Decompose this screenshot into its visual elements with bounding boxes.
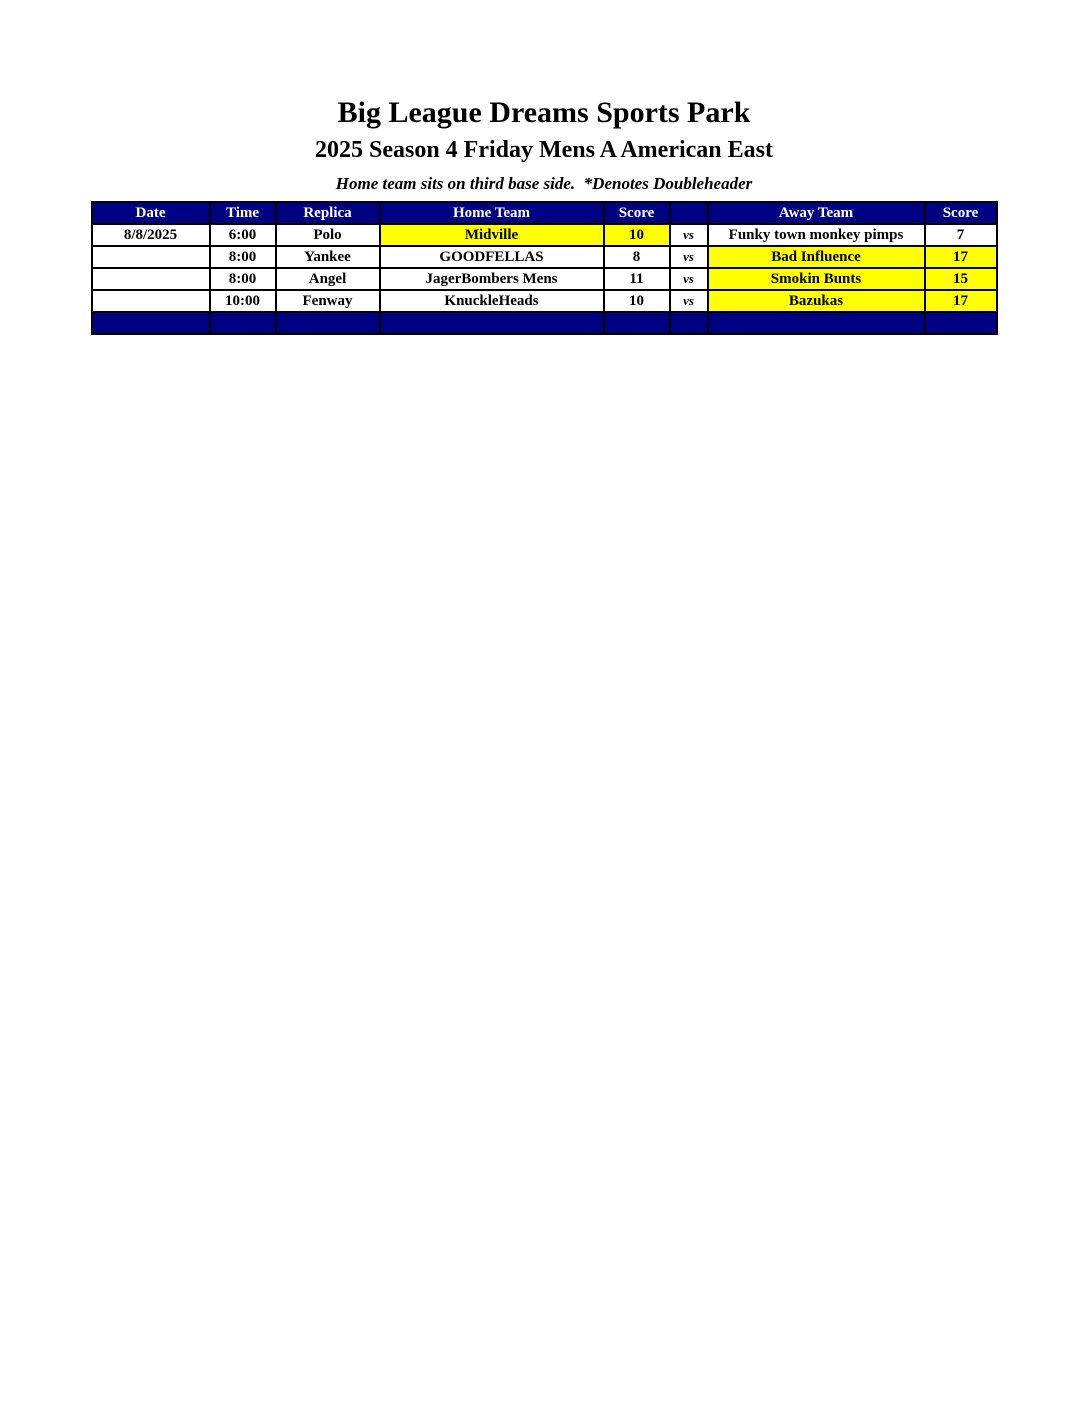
away-team-cell: Bazukas bbox=[708, 290, 925, 312]
schedule-body bbox=[92, 224, 997, 312]
date-cell: 8/8/2025 bbox=[92, 224, 210, 246]
schedule-row bbox=[92, 268, 997, 290]
home-team-cell: JagerBombers Mens bbox=[380, 268, 604, 290]
spacer-cell bbox=[604, 312, 670, 334]
away-score-cell: 15 bbox=[925, 268, 997, 290]
away-score-cell: 7 bbox=[925, 224, 997, 246]
replica-cell: Yankee bbox=[276, 246, 380, 268]
header-home-score: Score bbox=[604, 202, 670, 224]
spacer-cell bbox=[708, 312, 925, 334]
schedule-row bbox=[92, 246, 997, 268]
home-score-cell: 11 bbox=[604, 268, 670, 290]
home-score-cell: 8 bbox=[604, 246, 670, 268]
vs-cell: vs bbox=[670, 290, 708, 312]
time-cell: 8:00 bbox=[210, 246, 276, 268]
away-score-cell: 17 bbox=[925, 246, 997, 268]
home-team-cell: KnuckleHeads bbox=[380, 290, 604, 312]
away-team-cell: Smokin Bunts bbox=[708, 268, 925, 290]
time-cell: 6:00 bbox=[210, 224, 276, 246]
schedule-table bbox=[91, 201, 998, 335]
date-cell bbox=[92, 290, 210, 312]
home-team-note: Home team sits on third base side. *Denotes Doubleheader bbox=[335, 174, 753, 194]
spacer-cell bbox=[670, 312, 708, 334]
home-score-cell: 10 bbox=[604, 290, 670, 312]
spacer-cell bbox=[380, 312, 604, 334]
spacer-cell bbox=[276, 312, 380, 334]
away-team-cell: Bad Influence bbox=[708, 246, 925, 268]
spacer-cell bbox=[925, 312, 997, 334]
page-title: Big League Dreams Sports Park bbox=[337, 96, 751, 129]
header-home-team: Home Team bbox=[380, 202, 604, 224]
schedule-row bbox=[92, 290, 997, 312]
header-away-team: Away Team bbox=[708, 202, 925, 224]
date-cell bbox=[92, 268, 210, 290]
header-vs bbox=[670, 202, 708, 224]
empty-spacer-row bbox=[92, 312, 997, 334]
vs-cell: vs bbox=[670, 224, 708, 246]
spacer-cell bbox=[210, 312, 276, 334]
header-away-score: Score bbox=[925, 202, 997, 224]
replica-cell: Angel bbox=[276, 268, 380, 290]
page-subtitle: 2025 Season 4 Friday Mens A American East bbox=[314, 137, 773, 163]
home-score-cell: 10 bbox=[604, 224, 670, 246]
home-team-cell: GOODFELLAS bbox=[380, 246, 604, 268]
schedule-row bbox=[92, 224, 997, 246]
time-cell: 8:00 bbox=[210, 268, 276, 290]
date-cell bbox=[92, 246, 210, 268]
header-replica: Replica bbox=[276, 202, 380, 224]
spacer-cell bbox=[92, 312, 210, 334]
header-row bbox=[92, 202, 997, 224]
replica-cell: Polo bbox=[276, 224, 380, 246]
vs-cell: vs bbox=[670, 268, 708, 290]
time-cell: 10:00 bbox=[210, 290, 276, 312]
header-date: Date bbox=[92, 202, 210, 224]
home-team-cell: Midville bbox=[380, 224, 604, 246]
vs-cell: vs bbox=[670, 246, 708, 268]
replica-cell: Fenway bbox=[276, 290, 380, 312]
header-time: Time bbox=[210, 202, 276, 224]
away-team-cell: Funky town monkey pimps bbox=[708, 224, 925, 246]
away-score-cell: 17 bbox=[925, 290, 997, 312]
